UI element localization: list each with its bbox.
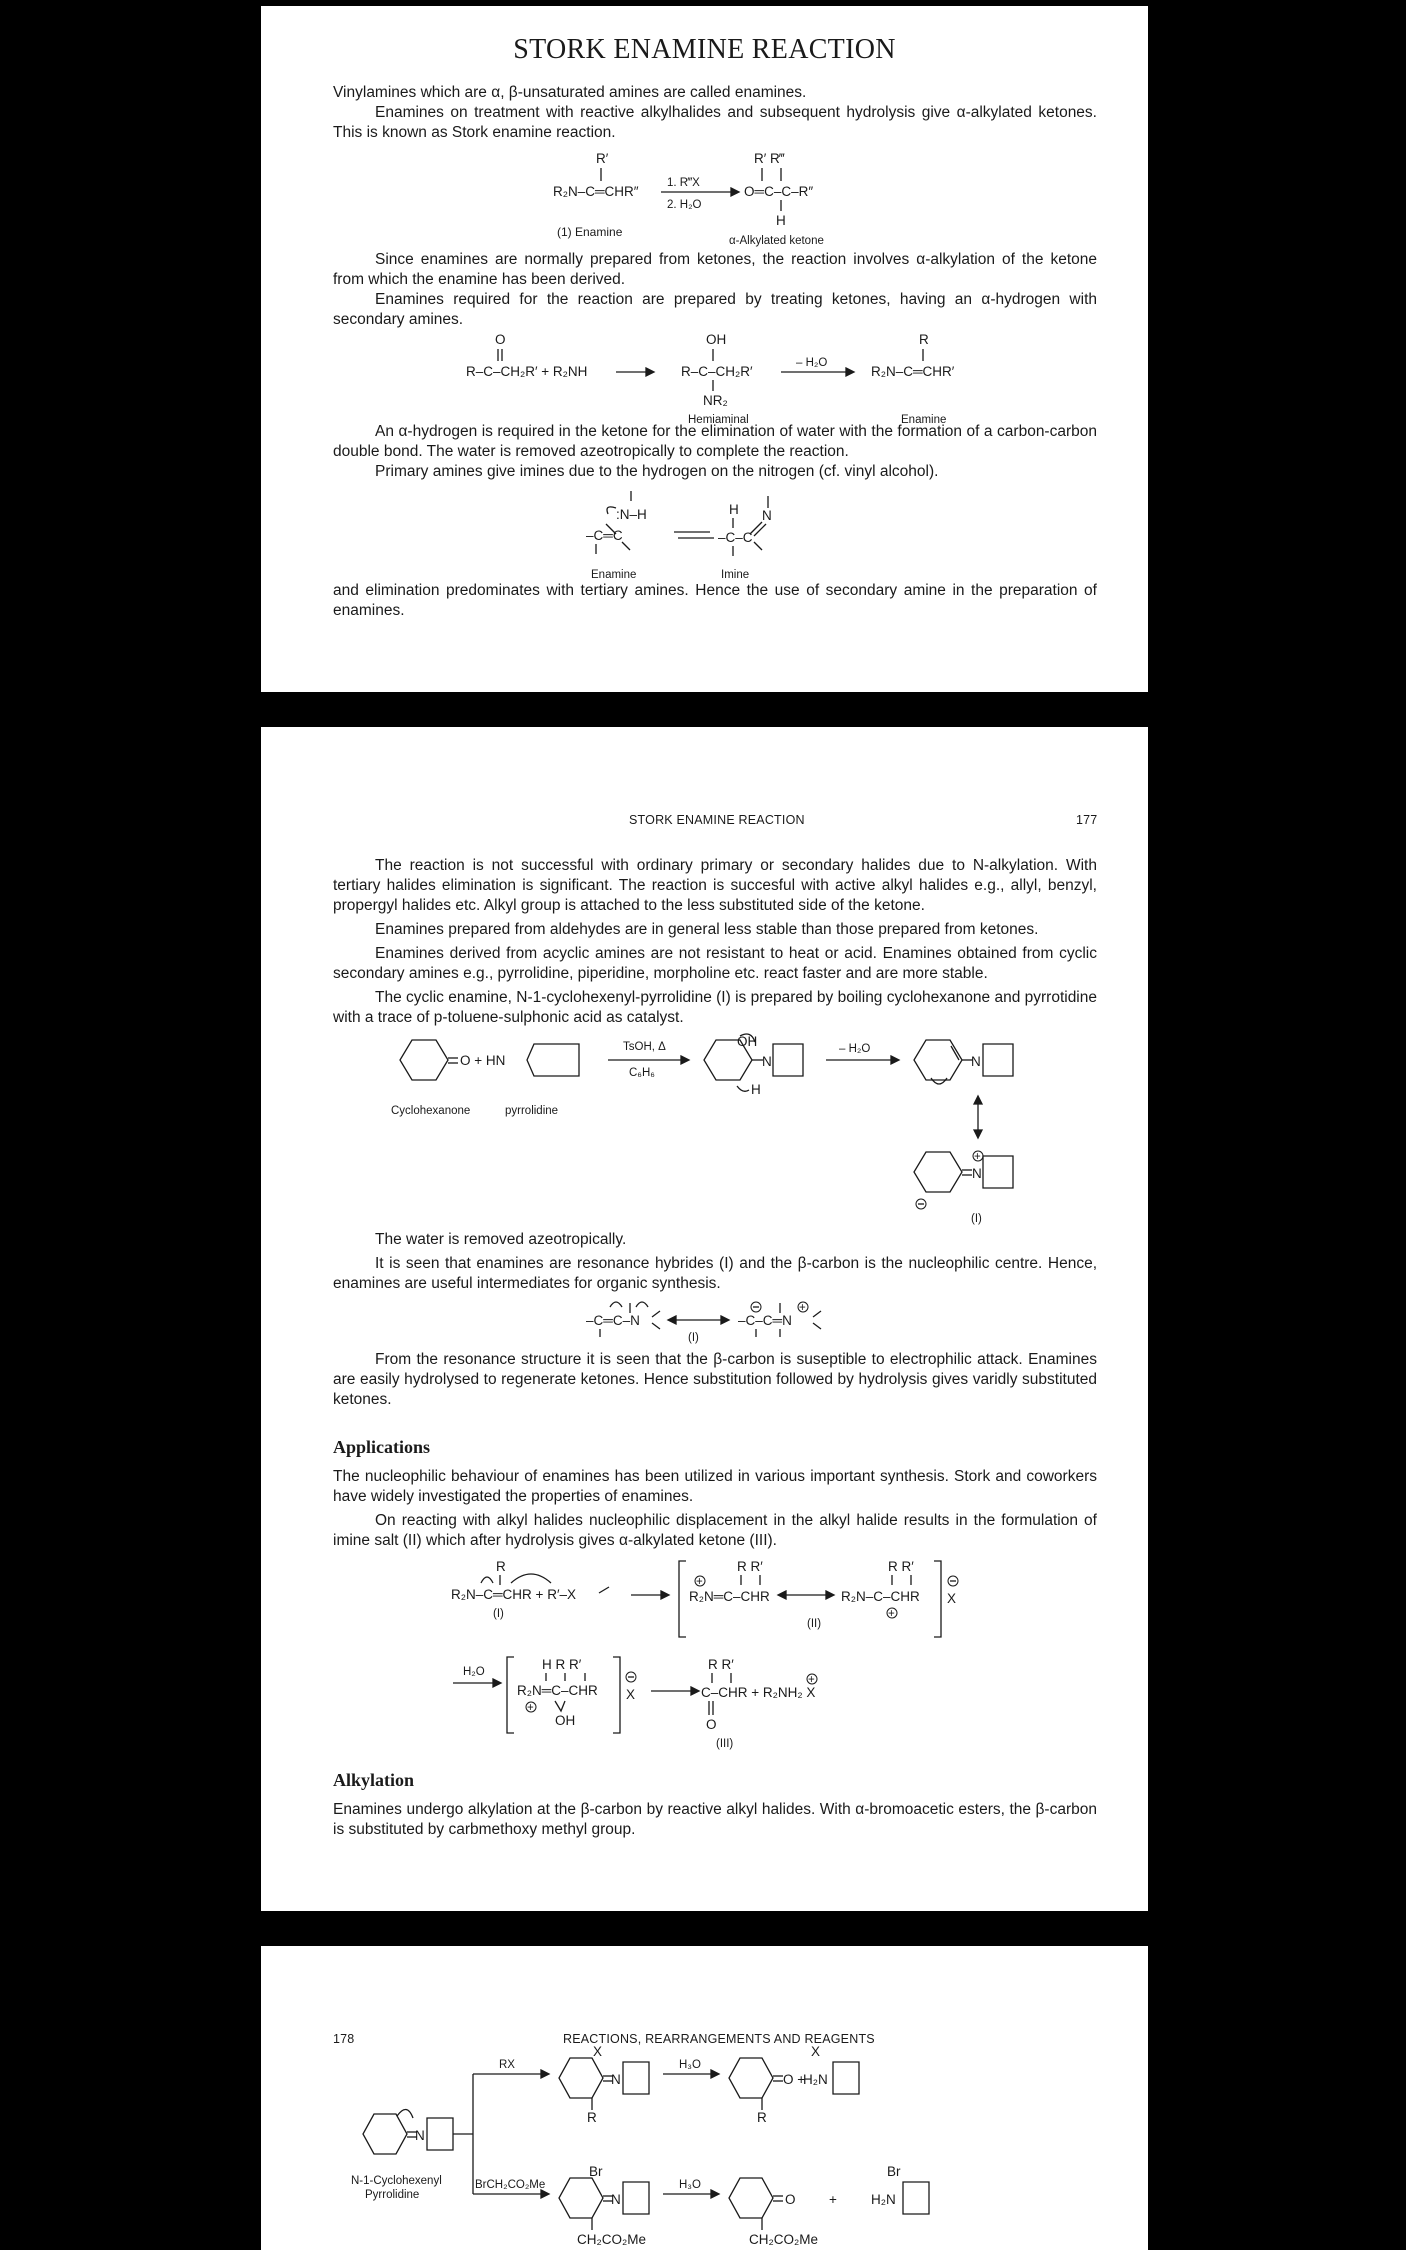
substituent: R [587,2110,597,2125]
svg-text:C–CHR + R₂NH₂ X: C–CHR + R₂NH₂ X [701,1685,816,1700]
reagent: TsOH, Δ [623,1041,666,1053]
svg-text:O: O [495,332,506,347]
label-imine: Imine [721,569,750,581]
svg-text:R₂N═C–CHR: R₂N═C–CHR [517,1683,598,1698]
svg-text:H: H [729,502,739,517]
scheme-enamine-alkylation [351,2044,1091,2250]
svg-text:N: N [762,508,772,523]
page-2 [261,727,1148,1911]
svg-text:H: H [776,213,786,228]
svg-text:O: O [706,1717,717,1732]
svg-text:R R′: R R′ [737,1559,763,1574]
page-number: 177 [1076,813,1098,827]
paragraph: Since enamines are normally prepared from ketones, the reaction involves α-alkylation of the ketone from which the enamine has been derived. [333,251,1097,288]
svg-text::N–H: :N–H [616,507,647,522]
label-start-material: N-1-Cyclohexenyl [351,2175,442,2187]
svg-text:N: N [972,1166,982,1181]
paragraph: Enamines required for the reaction are prepared by treating ketones, having an α-hydrogen with secondary amines. [333,291,1097,328]
label-I: (I) [971,1213,982,1225]
svg-text:+: + [888,1608,895,1620]
svg-text:+: + [527,1702,534,1714]
svg-text:O═C–C–R″: O═C–C–R″ [744,184,814,199]
label-pyrrolidine: pyrrolidine [505,1105,559,1117]
label-enamine: Enamine [591,569,637,581]
svg-text:H: H [751,1082,761,1097]
paragraph: Enamines derived from acyclic amines are not resistant to heat or acid. Enamines obtained from cyclic secondary amines e.g., pyrrolidine, piperidine, morpholine etc. react faster and are more stable. [333,945,1097,982]
svg-text:R₂N–C═CHR′: R₂N–C═CHR′ [871,364,955,379]
svg-text:+: + [799,1302,806,1314]
section-heading-alkylation: Alkylation [333,1770,415,1790]
paragraph: The nucleophilic behaviour of enamines has been utilized in various important synthesis. Stork and coworkers have widely investigated the properties of enamines. [333,1468,1097,1505]
svg-text:R: R [919,332,929,347]
scheme-resonance [586,1297,846,1357]
reagent: H₃O [679,2179,701,2191]
svg-text:–C–C: –C–C [718,530,753,545]
scheme-enamine-formation [466,328,986,428]
svg-text:–C–C═N: –C–C═N [738,1313,792,1328]
section-heading-applications: Applications [333,1437,431,1457]
running-head: REACTIONS, REARRANGEMENTS AND REAGENTS [563,2032,875,2046]
paragraph: Enamines prepared from aldehydes are in general less stable than those prepared from ketones. [375,921,1039,938]
svg-text:N: N [971,1054,981,1069]
reagent: RX [499,2059,515,2071]
label-enamine: (1) Enamine [557,225,623,239]
reagent: H₃O [679,2059,701,2071]
reagent: – H₂O [796,357,828,369]
svg-text:–C═C: –C═C [586,528,623,543]
page-number: 178 [333,2032,355,2046]
paragraph: The water is removed azeotropically. [375,1231,627,1248]
reagent: 1. R‴X [667,177,700,189]
paragraph: Primary amines give imines due to the hydrogen on the nitrogen (cf. vinyl alcohol). [375,463,939,480]
svg-text:O +: O + [783,2072,806,2087]
reagent: BrCH₂CO₂Me [475,2179,546,2191]
paragraph: Vinylamines which are α, β-unsaturated amines are called enamines. [333,84,807,101]
svg-text:H R R′: H R R′ [542,1657,582,1672]
svg-text:R₂N–C═CHR″: R₂N–C═CHR″ [553,184,639,199]
paragraph: and elimination predominates with tertiary amines. Hence the use of secondary amine in the preparation of enamines. [333,582,1097,619]
label-II: (II) [807,1618,822,1630]
scheme-enamine-imine [586,486,846,586]
scheme-stork-overall [551,148,891,248]
label-I: (I) [493,1608,504,1620]
svg-text:NR₂: NR₂ [703,393,728,408]
label-I: (I) [688,1332,699,1344]
svg-text:R–C–CH₂R′ + R₂NH: R–C–CH₂R′ + R₂NH [466,364,588,379]
label-start-material: Pyrrolidine [365,2189,420,2201]
scheme-cyclic-enamine-preparation [391,1034,1071,1256]
amine: H₂N [803,2072,828,2087]
paragraph: Enamines on treatment with reactive alkylhalides and subsequent hydrolysis give α-alkylated ketones. This is known as Stork enamine reaction. [333,104,1097,141]
svg-text:R′: R′ [596,151,609,166]
svg-text:OH: OH [555,1713,576,1728]
substituent: CH₂CO₂Me [577,2232,646,2247]
label-III: (III) [716,1738,734,1750]
anion: X [593,2044,603,2059]
svg-text:N: N [611,2072,621,2087]
svg-text:R′ R‴: R′ R‴ [754,151,785,166]
paragraph: The reaction is not successful with ordinary primary or secondary halides due to N-alkylation. With tertiary halides elimination is significant. The reaction is succesful with active alkyl halides e.g., allyl, benzyl, propergyl halides etc. Alkyl group is attached to the less substituted side of the ketone. [333,857,1097,914]
reagent: 2. H₂O [667,199,702,211]
reagent: – H₂O [839,1043,871,1055]
svg-text:N: N [415,2128,425,2143]
substituent: R [757,2110,767,2125]
svg-text:X: X [947,1591,957,1606]
paragraph: The cyclic enamine, N-1-cyclohexenyl-pyrrolidine (I) is prepared by boiling cyclohexanone and pyrrotidine with a trace of p-toluene-sulphonic acid as catalyst. [333,989,1097,1026]
reagent: C₆H₆ [629,1067,655,1079]
page-title: STORK ENAMINE REACTION [513,34,896,65]
page-3 [261,1946,1148,2250]
svg-text:OH: OH [737,1034,758,1049]
plus: + [829,2192,837,2207]
running-head: STORK ENAMINE REACTION [629,813,805,827]
reagent: H₂O [463,1666,485,1678]
label-enamine: Enamine [901,414,947,426]
substituent: CH₂CO₂Me [749,2232,818,2247]
page-1 [261,6,1148,692]
svg-text:O: O [785,2192,796,2207]
paragraph: An α-hydrogen is required in the ketone for the elimination of water with the formation of a carbon-carbon double bond. The water is removed azeotropically to complete the reaction. [333,423,1097,460]
svg-text:X: X [626,1687,636,1702]
paragraph: It is seen that enamines are resonance hybrides (I) and the β-carbon is the nucleophilic centre. Hence, enamines are useful intermediates for organic synthesis. [333,1255,1097,1292]
paragraph: On reacting with alkyl halides nucleophilic displacement in the alkyl halide results in the formulation of imine salt (II) which after hydrolysis gives α-alkylated ketone (III). [333,1512,1097,1549]
svg-text:O + HN: O + HN [460,1053,506,1068]
svg-text:R₂N═C–CHR: R₂N═C–CHR [689,1589,770,1604]
svg-text:R: R [496,1559,506,1574]
scheme-alkylation-imine-salt [451,1557,1011,1647]
svg-text:+: + [696,1576,703,1588]
paragraph: From the resonance structure it is seen that the β-carbon is suseptible to electrophilic attack. Enamines are easily hydrolysed to regenerate ketones. Hence substitution followed by hydrolysis gives varidly substituted ketones. [333,1351,1097,1408]
anion: Br [887,2164,901,2179]
anion: Br [589,2164,603,2179]
svg-text:R–C–CH₂R′: R–C–CH₂R′ [681,364,753,379]
svg-text:R₂N–C═CHR + R′–X: R₂N–C═CHR + R′–X [451,1587,576,1602]
svg-text:+: + [808,1674,815,1686]
label-alkylated-ketone: α-Alkylated ketone [729,235,824,247]
svg-text:OH: OH [706,332,727,347]
scheme-hydrolysis [451,1653,911,1763]
svg-text:R R′: R R′ [708,1657,734,1672]
label-hemiaminal: Hemiaminal [688,414,749,426]
label-cyclohexanone: Cyclohexanone [391,1105,471,1117]
svg-text:R₂N–C–CHR: R₂N–C–CHR [841,1589,920,1604]
amine: H₂N [871,2192,896,2207]
svg-text:+: + [974,1151,981,1163]
anion: X [811,2044,821,2059]
svg-text:N: N [611,2192,621,2207]
svg-text:R R′: R R′ [888,1559,914,1574]
svg-text:–C═C–N: –C═C–N [586,1313,640,1328]
svg-text:N: N [762,1054,772,1069]
paragraph: Enamines undergo alkylation at the β-carbon by reactive alkyl halides. With α-bromoacetic esters, the β-carbon is substituted by carbmethoxy methyl group. [333,1801,1097,1838]
